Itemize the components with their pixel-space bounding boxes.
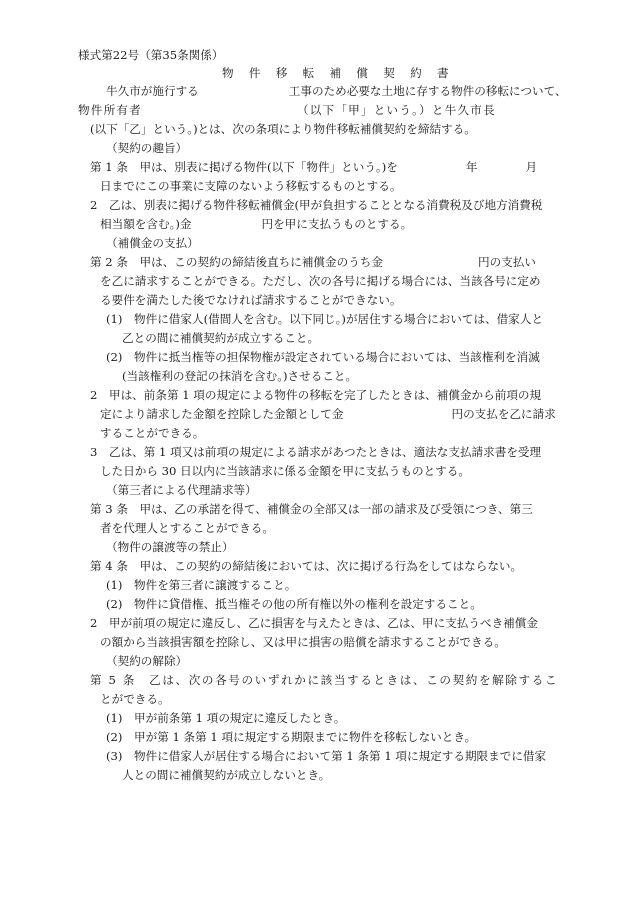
article-line: 日までにこの事業に支障のないよう移転するものとする。	[100, 179, 402, 193]
article-caption: （第三者による代理請求等）	[106, 483, 257, 497]
article-text: 第 2 条 甲は、この契約の締結後直ちに補償金のうち金	[90, 255, 383, 269]
article-caption: （補償金の支払）	[106, 236, 199, 250]
list-item: (1) 物件に借家人(借間人を含む。以下同じ。)が居住する場合においては、借家人と	[106, 312, 544, 326]
article-line: る要件を満たした後でなければ請求することができない。	[100, 293, 402, 307]
intro-text: 物件所有者	[78, 103, 142, 117]
paragraph-line: の額から当該損害額を控除し、又は甲に損害の賠償を請求することができる。	[100, 635, 506, 649]
article-line	[90, 254, 536, 270]
article-text: 円の支払い	[478, 255, 536, 269]
paragraph-text: 円を甲に支払うものとする。	[261, 217, 413, 231]
intro-line-3: (以下「乙」という。)とは、次の条項により物件移転補償契約を締結する。	[90, 122, 476, 136]
paragraph-line	[100, 216, 412, 232]
intro-text: （以下「甲」という。）と牛久市長	[296, 103, 496, 117]
paragraph-line: 2 甲は、前条第 1 項の規定による物件の移転を完了したときは、補償金から前項の規	[90, 388, 542, 402]
paragraph-line: することができる。	[100, 426, 205, 440]
article-caption: （契約の趣旨）	[106, 141, 188, 155]
document-title: 物 件 移 転 補 償 契 約 書	[222, 66, 455, 80]
article-line: 第 5 条 乙は、次の各号のいずれかに該当するときは、この契約を解除するこ	[90, 673, 559, 687]
form-number: 様式第22号（第35条関係）	[78, 48, 224, 62]
article-caption: （物件の譲渡等の禁止）	[106, 540, 234, 554]
intro-text: 牛久市が施行する	[106, 84, 199, 98]
list-item: 乙との間に補償契約が成立すること。	[122, 331, 320, 345]
article-line: 者を代理人とすることができる。	[100, 521, 274, 535]
list-item: (1) 物件を第三者に譲渡すること。	[106, 578, 297, 592]
intro-line-1	[106, 83, 567, 99]
intro-text: 工事のため必要な土地に存する物件の移転について、	[288, 84, 567, 98]
paragraph-line: 3 乙は、第 1 項又は前項の規定による請求があつたときは、適法な支払請求書を受理	[90, 445, 542, 459]
article-line	[90, 159, 537, 175]
list-item: (1) 甲が前条第 1 項の規定に違反したとき。	[106, 711, 346, 725]
article-line: を乙に請求することができる。ただし、次の各号に掲げる場合には、当該各号に定め	[100, 274, 541, 288]
article-text: 第 1 条 甲は、別表に掲げる物件(以下「物件」という。)を	[90, 160, 398, 174]
article-line: とができる。	[100, 692, 170, 706]
paragraph-line: した日から 30 日以内に当該請求に係る金額を甲に支払うものとする。	[100, 464, 470, 478]
list-item: (3) 物件に借家人が居住する場合において第 1 条第 1 項に規定する期限までに借家	[106, 749, 547, 763]
list-item: (2) 物件に抵当権等の担保物権が設定されている場合においては、当該権利を消滅	[106, 350, 540, 364]
blank-year: 年	[465, 160, 478, 174]
article-caption: （契約の解除）	[106, 654, 188, 668]
article-line: 第 3 条 甲は、乙の承諾を得て、補償金の全部又は一部の請求及び受領につき、第三	[90, 502, 533, 516]
blank-month: 月	[525, 160, 538, 174]
paragraph-line: 2 乙は、別表に掲げる物件移転補償金(甲が負担することとなる消費税及び地方消費税	[90, 198, 543, 212]
intro-line-2	[78, 102, 496, 118]
list-item: (2) 物件に貸借権、抵当権その他の所有権以外の権利を設定すること。	[106, 597, 482, 611]
paragraph-text: 円の支払を乙に請求	[451, 407, 556, 421]
list-item: 人との間に補償契約が成立しないとき。	[122, 768, 331, 782]
paragraph-line: 2 甲が前項の規定に違反し、乙に損害を与えたときは、乙は、甲に支払うべき補償金	[90, 616, 538, 630]
list-item: (2) 甲が第 1 条第 1 項に規定する期限までに物件を移転しないとき。	[106, 730, 477, 744]
article-line: 第 4 条 甲は、この契約の締結後においては、次に掲げる行為をしてはならない。	[90, 559, 523, 573]
list-item: (当該権利の登記の抹消を含む。)させること。	[122, 369, 358, 383]
paragraph-text: 相当額を含む。)金	[100, 217, 192, 231]
paragraph-text: 定により請求した金額を控除した金額として金	[100, 407, 344, 421]
paragraph-line	[100, 406, 556, 422]
